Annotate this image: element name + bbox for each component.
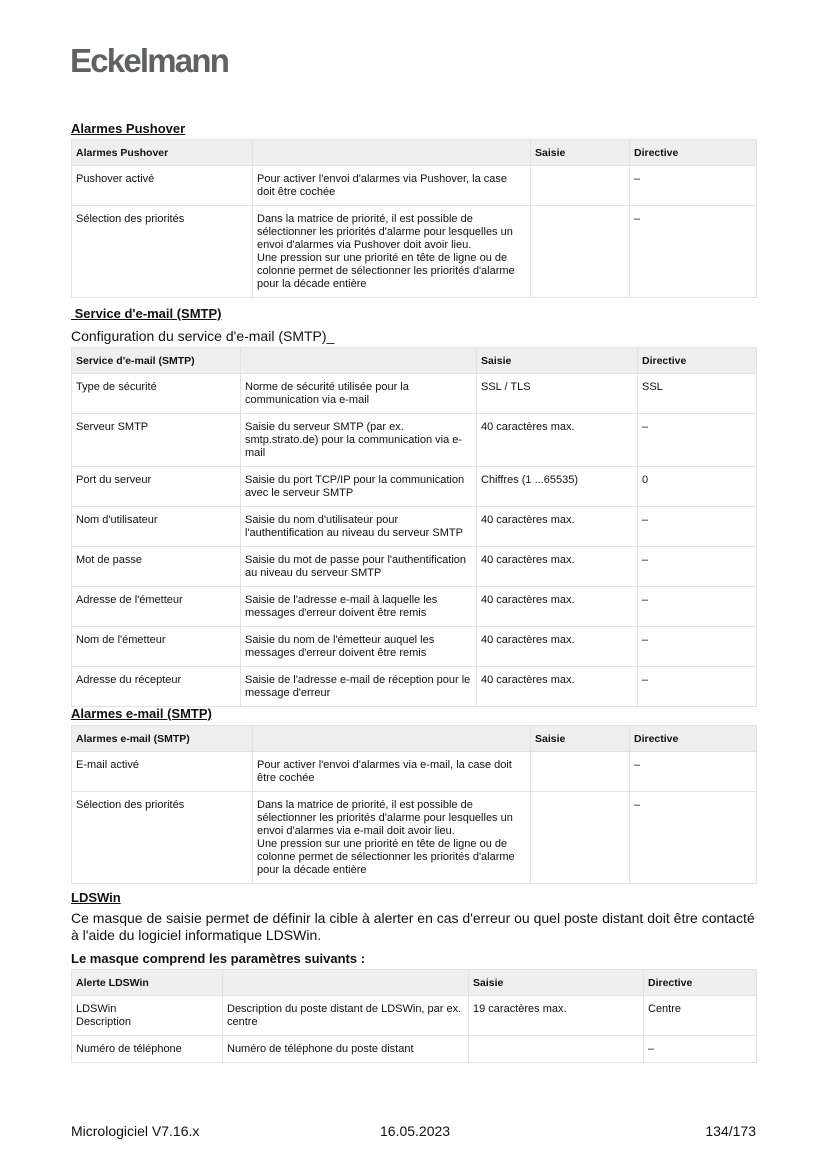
table-cell: Sélection des priorités — [72, 206, 253, 298]
table-cell: Adresse du récepteur — [72, 667, 241, 707]
table-cell: Numéro de téléphone du poste distant — [223, 1036, 469, 1063]
table-cell: Type de sécurité — [72, 374, 241, 414]
table-row — [72, 206, 757, 298]
table-cell: Dans la matrice de priorité, il est possible de sélectionner les priorités d'alarme pour lesquelles un envoi d'alarmes via Pushover doit avoir lieu. Une pression sur une priorité en tête de ligne ou de colonne permet de sélectionner les priorités d'alarme pour la décade entière — [253, 206, 531, 298]
column-header — [253, 726, 531, 752]
ldswin-subheading: Le masque comprend les paramètres suivants : — [71, 951, 366, 966]
ldswin-intro: Ce masque de saisie permet de définir la cible à alerter en cas d'erreur ou quel poste distant doit être contacté à l'aide du logiciel informatique LDSWin. — [71, 910, 755, 943]
table-cell: Centre — [644, 996, 757, 1036]
table-cell: Saisie de l'adresse e-mail à laquelle les messages d'erreur doivent être remis — [241, 587, 477, 627]
column-header: Alarmes e-mail (SMTP) — [72, 726, 253, 752]
column-header: Directive — [630, 726, 757, 752]
table-row — [72, 374, 757, 414]
table-cell: Saisie du mot de passe pour l'authentification au niveau du serveur SMTP — [241, 547, 477, 587]
email-alarms-table — [71, 725, 757, 884]
table-cell: SSL — [638, 374, 757, 414]
table-cell: 0 — [638, 467, 757, 507]
eckelmann-logo: Eckelmann — [70, 42, 229, 79]
table-cell: 40 caractères max. — [477, 507, 638, 547]
table-cell — [531, 792, 630, 884]
table-row — [72, 166, 757, 206]
table-cell: Saisie du nom d'utilisateur pour l'authentification au niveau du serveur SMTP — [241, 507, 477, 547]
table-row — [72, 547, 757, 587]
table-cell: Saisie de l'adresse e-mail de réception pour le message d'erreur — [241, 667, 477, 707]
column-header: Directive — [630, 140, 757, 166]
table-cell: E-mail activé — [72, 752, 253, 792]
table-row — [72, 667, 757, 707]
table-cell: SSL / TLS — [477, 374, 638, 414]
table-cell: Pour activer l'envoi d'alarmes via Pushover, la case doit être cochée — [253, 166, 531, 206]
column-header — [223, 970, 469, 996]
email-alarms-heading: Alarmes e-mail (SMTP) — [71, 706, 212, 721]
table-header-row — [72, 970, 757, 996]
table-cell: Description du poste distant de LDSWin, par ex. centre — [223, 996, 469, 1036]
table-cell: Nom de l'émetteur — [72, 627, 241, 667]
column-header: Saisie — [531, 726, 630, 752]
table-header-row — [72, 726, 757, 752]
table-cell — [531, 166, 630, 206]
table-cell: Norme de sécurité utilisée pour la communication via e-mail — [241, 374, 477, 414]
smtp-intro: Configuration du service d'e-mail (SMTP)_ — [71, 328, 335, 344]
table-cell: Saisie du port TCP/IP pour la communication avec le serveur SMTP — [241, 467, 477, 507]
column-header: Alarmes Pushover — [72, 140, 253, 166]
pushover-table — [71, 139, 757, 298]
column-header: Service d'e-mail (SMTP) — [72, 348, 241, 374]
smtp-table — [71, 347, 757, 707]
table-cell: Numéro de téléphone — [72, 1036, 223, 1063]
column-header: Saisie — [469, 970, 644, 996]
table-cell: – — [638, 667, 757, 707]
table-cell — [469, 1036, 644, 1063]
ldswin-table — [71, 969, 757, 1063]
table-cell: Adresse de l'émetteur — [72, 587, 241, 627]
table-cell: Saisie du nom de l'émetteur auquel les messages d'erreur doivent être remis — [241, 627, 477, 667]
table-row — [72, 1036, 757, 1063]
table-cell: – — [630, 752, 757, 792]
column-header: Saisie — [531, 140, 630, 166]
table-cell: Pushover activé — [72, 166, 253, 206]
table-cell: – — [638, 627, 757, 667]
column-header: Saisie — [477, 348, 638, 374]
table-cell: 19 caractères max. — [469, 996, 644, 1036]
table-cell — [531, 206, 630, 298]
table-cell: Sélection des priorités — [72, 792, 253, 884]
table-cell: Dans la matrice de priorité, il est possible de sélectionner les priorités d'alarme pour lesquelles un envoi d'alarmes via e-mail doit avoir lieu. Une pression sur une priorité en tête de ligne ou de colonne permet de sélectionner les priorités d'alarme pour la décade entière — [253, 792, 531, 884]
table-cell: Chiffres (1 ...65535) — [477, 467, 638, 507]
table-row — [72, 792, 757, 884]
table-row — [72, 414, 757, 467]
table-cell: Pour activer l'envoi d'alarmes via e-mail, la case doit être cochée — [253, 752, 531, 792]
table-cell: Mot de passe — [72, 547, 241, 587]
column-header — [253, 140, 531, 166]
table-cell — [531, 752, 630, 792]
table-cell: – — [638, 587, 757, 627]
table-cell: 40 caractères max. — [477, 667, 638, 707]
smtp-heading: Service d'e-mail (SMTP) — [71, 306, 222, 321]
table-cell: Nom d'utilisateur — [72, 507, 241, 547]
footer-page: 134/173 — [705, 1123, 756, 1139]
table-header-row — [72, 140, 757, 166]
table-cell: Serveur SMTP — [72, 414, 241, 467]
table-cell: – — [630, 792, 757, 884]
table-row — [72, 627, 757, 667]
table-cell: Port du serveur — [72, 467, 241, 507]
table-cell: – — [644, 1036, 757, 1063]
table-header-row — [72, 348, 757, 374]
footer-date: 16.05.2023 — [380, 1123, 451, 1139]
table-cell: – — [630, 206, 757, 298]
table-row — [72, 752, 757, 792]
column-header: Directive — [638, 348, 757, 374]
table-row — [72, 467, 757, 507]
column-header: Directive — [644, 970, 757, 996]
table-cell: 40 caractères max. — [477, 587, 638, 627]
table-row — [72, 996, 757, 1036]
column-header: Alerte LDSWin — [72, 970, 223, 996]
table-cell: – — [638, 547, 757, 587]
table-cell: 40 caractères max. — [477, 547, 638, 587]
pushover-heading: Alarmes Pushover — [71, 121, 186, 136]
table-cell: Saisie du serveur SMTP (par ex. smtp.strato.de) pour la communication via e-mail — [241, 414, 477, 467]
ldswin-heading: LDSWin — [71, 890, 121, 905]
column-header — [241, 348, 477, 374]
table-cell: 40 caractères max. — [477, 627, 638, 667]
footer-product: Micrologiciel V7.16.x — [71, 1123, 200, 1139]
table-cell: 40 caractères max. — [477, 414, 638, 467]
table-cell: – — [638, 507, 757, 547]
table-cell: – — [630, 166, 757, 206]
table-row — [72, 507, 757, 547]
table-cell: LDSWin Description — [72, 996, 223, 1036]
table-cell: – — [638, 414, 757, 467]
table-row — [72, 587, 757, 627]
